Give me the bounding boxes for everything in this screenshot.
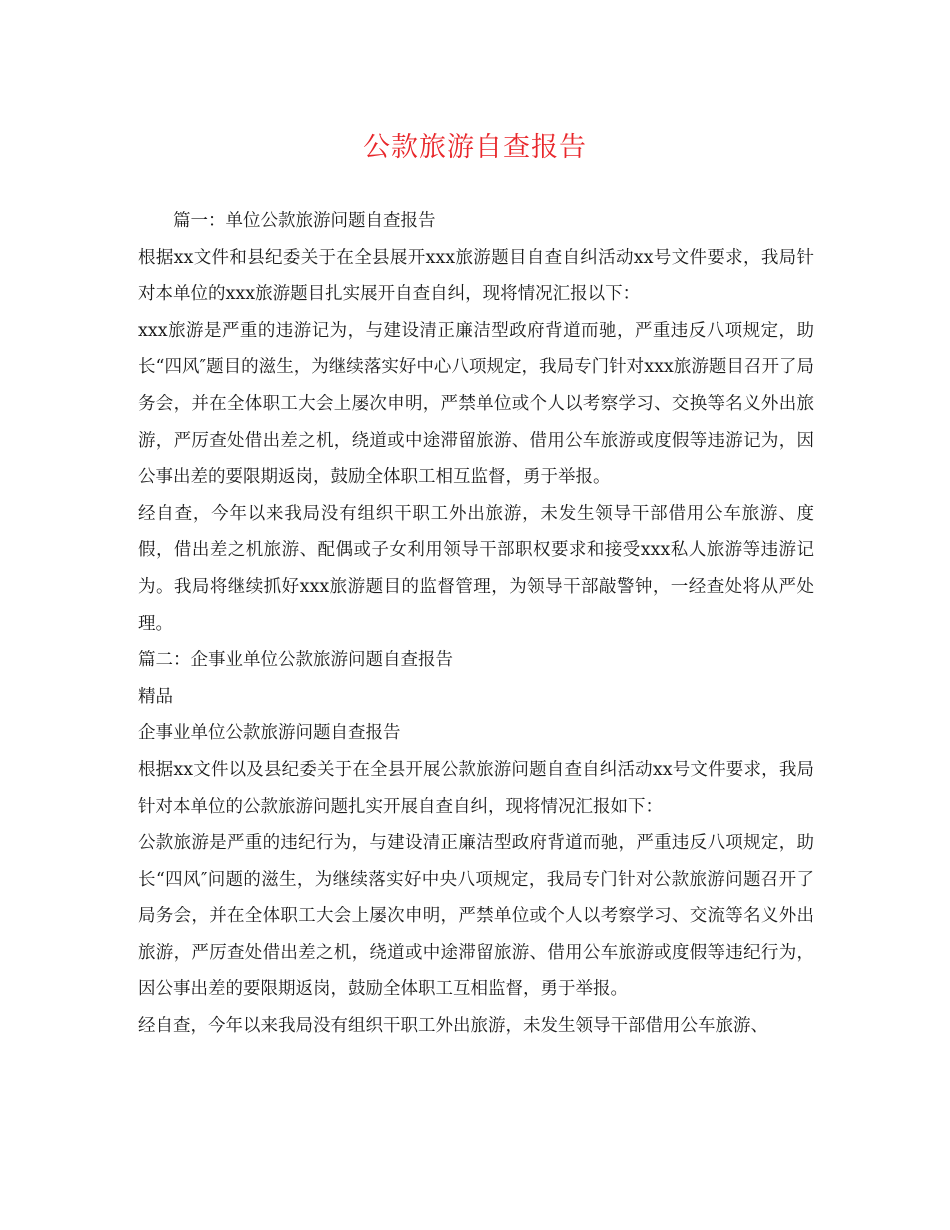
paragraph-label: 精品 xyxy=(138,686,173,707)
paragraph-section-heading-1: 篇一：单位公款旅游问题自查报告 xyxy=(173,211,436,231)
paragraph-body-2: 公款旅游是严重的违纪行为，与建设清正廉洁型政府背道而驰，严重违反八项规定，助长“四风″问题的滋生，为继续落实好中央八项规定，我局专门针对公款旅游问题召开了局务会，并在全体职工大会上屡次申明，严禁单位或个人以考察学习、交流等名义外出旅游，严厉查处借出差之机，绕道或中途滞留旅游、借用公车旅游或度假等违纪行为，因公事出差的要限期返岗，鼓励全体职工互相监督，勇于举报。 xyxy=(138,833,814,1000)
document-title: 公款旅游自查报告 xyxy=(363,132,587,163)
document-body xyxy=(138,203,814,1045)
paragraph-conclusion-1: 经自查，今年以来我局没有组织干职工外出旅游，未发生领导干部借用公车旅游、度假，借出差之机旅游、配偶或子女利用领导干部职权要求和接受xxx私人旅游等违游记为。我局将继续抓好xxx旅游题目的监督管理，为领导干部敲警钟，一经查处将从严处理。 xyxy=(138,503,814,634)
paragraph-intro-1: 根据xx文件和县纪委关于在全县展开xxx旅游题目自查自纠活动xx号文件要求，我局针对本单位的xxx旅游题目扎实展开自查自纠，现将情况汇报以下： xyxy=(138,247,814,305)
paragraph-conclusion-2: 经自查，今年以来我局没有组织干职工外出旅游，未发生领导干部借用公车旅游、 xyxy=(138,1016,768,1037)
paragraph-intro-2: 根据xx文件以及县纪委关于在全县开展公款旅游问题自查自纠活动xx号文件要求，我局针对本单位的公款旅游问题扎实开展自查自纠，现将情况汇报如下： xyxy=(138,759,814,817)
paragraph-section-heading-2: 篇二：企事业单位公款旅游问题自查报告 xyxy=(138,650,453,671)
paragraph-subtitle-2: 企事业单位公款旅游问题自查报告 xyxy=(138,723,401,744)
paragraph-body-1: xxx旅游是严重的违游记为，与建设清正廉洁型政府背道而驰，严重违反八项规定，助长“四风″题目的滋生，为继续落实好中心八项规定，我局专门针对xxx旅游题目召开了局务会，并在全体职工大会上屡次申明，严禁单位或个人以考察学习、交换等名义外出旅游，严厉查处借出差之机，绕道或中途滞留旅游、借用公车旅游或度假等违游记为，因公事出差的要限期返岗，鼓励全体职工相互监督，勇于举报。 xyxy=(138,320,814,488)
